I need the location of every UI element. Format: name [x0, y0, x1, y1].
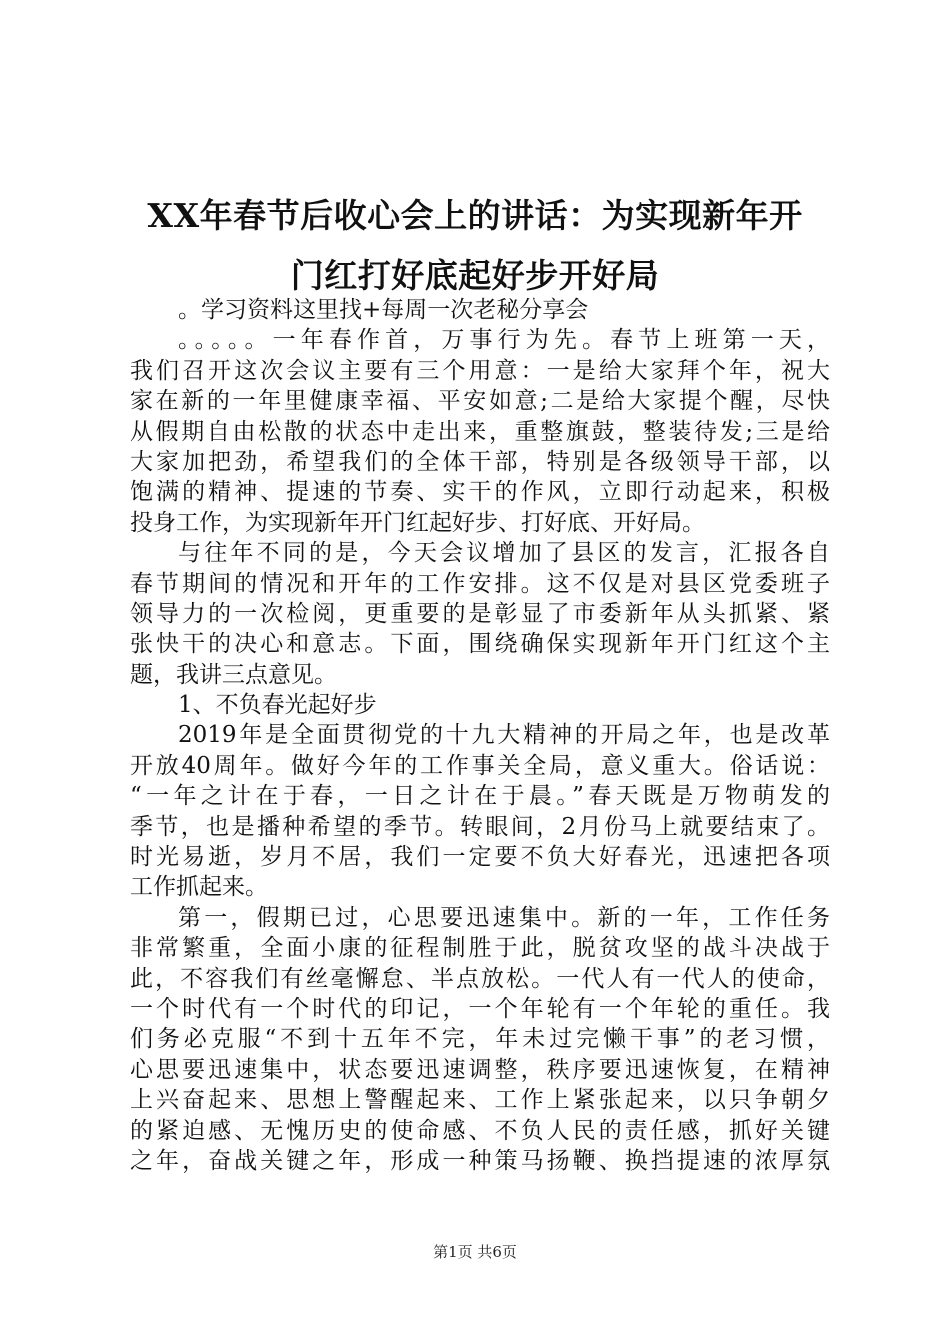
text-line: 张快干的决心和意志。下面，围绕确保实现新年开门红这个主: [130, 631, 830, 658]
text-line: 。。。。。一年春作首，万事行为先。春节上班第一天，: [178, 327, 830, 354]
text-line: 之年，奋战关键之年，形成一种策马扬鞭、换挡提速的浓厚氛: [130, 1147, 830, 1174]
text-line: 领导力的一次检阅，更重要的是彰显了市委新年从头抓紧、紧: [130, 600, 830, 627]
text-line: 第一，假期已过，心思要迅速集中。新的一年，工作任务: [178, 904, 830, 931]
title-line-1: XX年春节后收心会上的讲话：为实现新年开: [147, 196, 803, 235]
text-line: 春节期间的情况和开年的工作安排。这不仅是对县区党委班子: [130, 570, 830, 597]
text-line: 家在新的一年里健康幸福、平安如意;二是给大家提个醒，尽快: [130, 388, 830, 415]
text-line: 上兴奋起来、思想上警醒起来、工作上紧张起来，以只争朝夕: [130, 1087, 830, 1114]
text-line: 工作抓起来。: [130, 874, 268, 901]
text-line: 。学习资料这里找+每周一次老秘分享会: [178, 297, 589, 323]
document-title: [100, 186, 850, 306]
text-line: “一年之计在于春，一日之计在于晨。”春天既是万物萌发的: [130, 783, 830, 810]
text-line: 们务必克服“不到十五年不完，年未过完懒干事”的老习惯，: [130, 1026, 830, 1053]
page-footer: 第1页 共6页: [433, 1243, 517, 1261]
text-line: 非常繁重，全面小康的征程制胜于此，脱贫攻坚的战斗决战于: [130, 935, 830, 962]
text-line: 心思要迅速集中，状态要迅速调整，秩序要迅速恢复，在精神: [130, 1056, 830, 1083]
text-line: 从假期自由松散的状态中走出来，重整旗鼓，整装待发;三是给: [130, 418, 830, 445]
text-line: 时光易逝，岁月不居，我们一定要不负大好春光，迅速把各项: [130, 844, 830, 871]
text-line: 一个时代有一个时代的印记，一个年轮有一个年轮的重任。我: [130, 995, 830, 1022]
text-line: 我们召开这次会议主要有三个用意：一是给大家拜个年，祝大: [130, 357, 830, 384]
text-line: 题，我讲三点意见。: [130, 661, 337, 688]
title-line-2: 门红打好底起好步开好局: [290, 256, 660, 295]
text-line: 2019年是全面贯彻党的十九大精神的开局之年，也是改革: [178, 722, 830, 749]
text-line: 此，不容我们有丝毫懈怠、半点放松。一代人有一代人的使命，: [130, 965, 830, 992]
text-line: 投身工作，为实现新年开门红起好步、打好底、开好局。: [130, 509, 705, 536]
document-body: [130, 295, 830, 1176]
text-line: 与往年不同的是，今天会议增加了县区的发言，汇报各自: [178, 540, 830, 567]
text-line: 大家加把劲，希望我们的全体干部，特别是各级领导干部，以: [130, 448, 830, 475]
text-line: 饱满的精神、提速的节奏、实干的作风，立即行动起来，积极: [130, 479, 830, 506]
text-line: 开放40周年。做好今年的工作事关全局，意义重大。俗话说：: [130, 752, 830, 779]
text-line: 的紧迫感、无愧历史的使命感、不负人民的责任感，抓好关键: [130, 1117, 830, 1144]
text-line: 季节，也是播种希望的季节。转眼间，2月份马上就要结束了。: [130, 813, 830, 840]
text-line: 1、不负春光起好步: [178, 692, 377, 719]
